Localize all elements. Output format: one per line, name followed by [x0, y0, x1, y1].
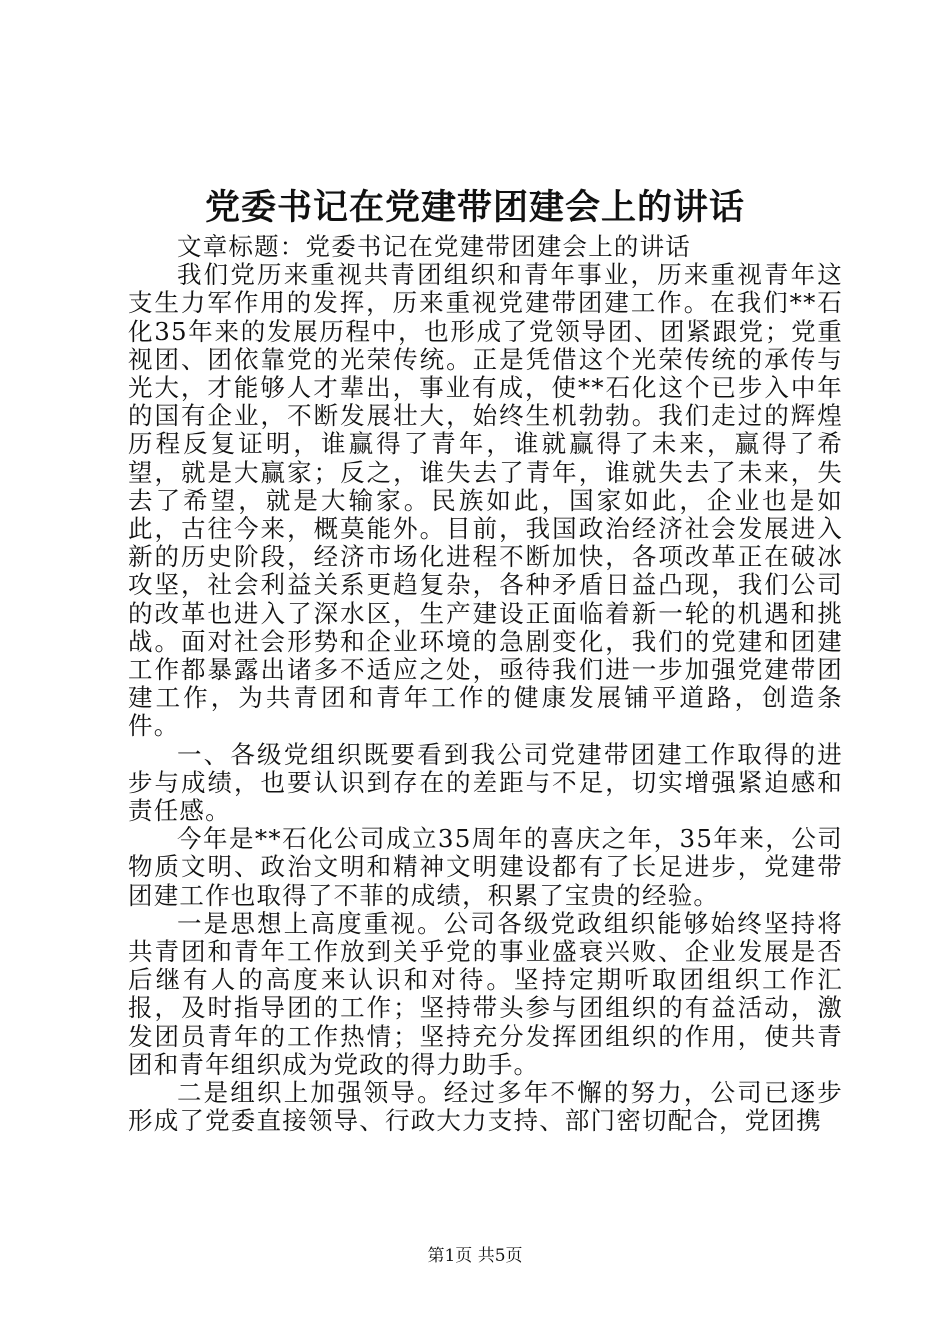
paragraph-point-two: 二是组织上加强领导。经过多年不懈的努力，公司已逐步形成了党委直接领导、行政大力支持、部门密切配合，党团携: [128, 1078, 843, 1136]
document-title: 党委书记在党建带团建会上的讲话: [204, 187, 745, 228]
paragraph-article-heading: 文章标题：党委书记在党建带团建会上的讲话: [177, 232, 691, 261]
document-body: [128, 233, 843, 1136]
paragraph-anniversary: 今年是**石化公司成立35周年的喜庆之年，35年来，公司物质文明、政治文明和精神文明建设都有了长足进步，党建带团建工作也取得了不菲的成绩，积累了宝贵的经验。: [128, 824, 843, 910]
paragraph-section-one-heading: 一、各级党组织既要看到我公司党建带团建工作取得的进步与成绩，也要认识到存在的差距与不足，切实增强紧迫感和责任感。: [128, 739, 843, 826]
paragraph-point-one: 一是思想上高度重视。公司各级党政组织能够始终坚持将共青团和青年工作放到关乎党的事业盛衰兴败、企业发展是否后继有人的高度来认识和对待。坚持定期听取团组织工作汇报，及时指导团的工作；坚持带头参与团组织的有益活动，激发团员青年的工作热情；坚持充分发挥团组织的作用，使共青团和青年组织成为党政的得力助手。: [128, 908, 843, 1079]
page-number-footer: 第1页 共5页: [427, 1246, 523, 1266]
paragraph-intro: 我们党历来重视共青团组织和青年事业，历来重视青年这支生力军作用的发挥，历来重视党建带团建工作。在我们**石化35年来的发展历程中，也形成了党领导团、团紧跟党；党重视团、团依靠党的光荣传统。正是凭借这个光荣传统的承传与光大，才能够人才辈出，事业有成，使**石化这个已步入中年的国有企业，不断发展壮大，始终生机勃勃。我们走过的辉煌历程反复证明，谁赢得了青年，谁就赢得了未来，赢得了希望，就是大赢家；反之，谁失去了青年，谁就失去了未来，失去了希望，就是大输家。民族如此，国家如此，企业也是如此，古往今来，概莫能外。目前，我国政治经济社会发展进入新的历史阶段，经济市场化进程不断加快，各项改革正在破冰攻坚，社会利益关系更趋复杂，各种矛盾日益凸现，我们公司的改革也进入了深水区，生产建设正面临着新一轮的机遇和挑战。面对社会形势和企业环境的急剧变化，我们的党建和团建工作都暴露出诸多不适应之处，亟待我们进一步加强党建带团建工作，为共青团和青年工作的健康发展铺平道路，创造条件。: [128, 260, 843, 741]
